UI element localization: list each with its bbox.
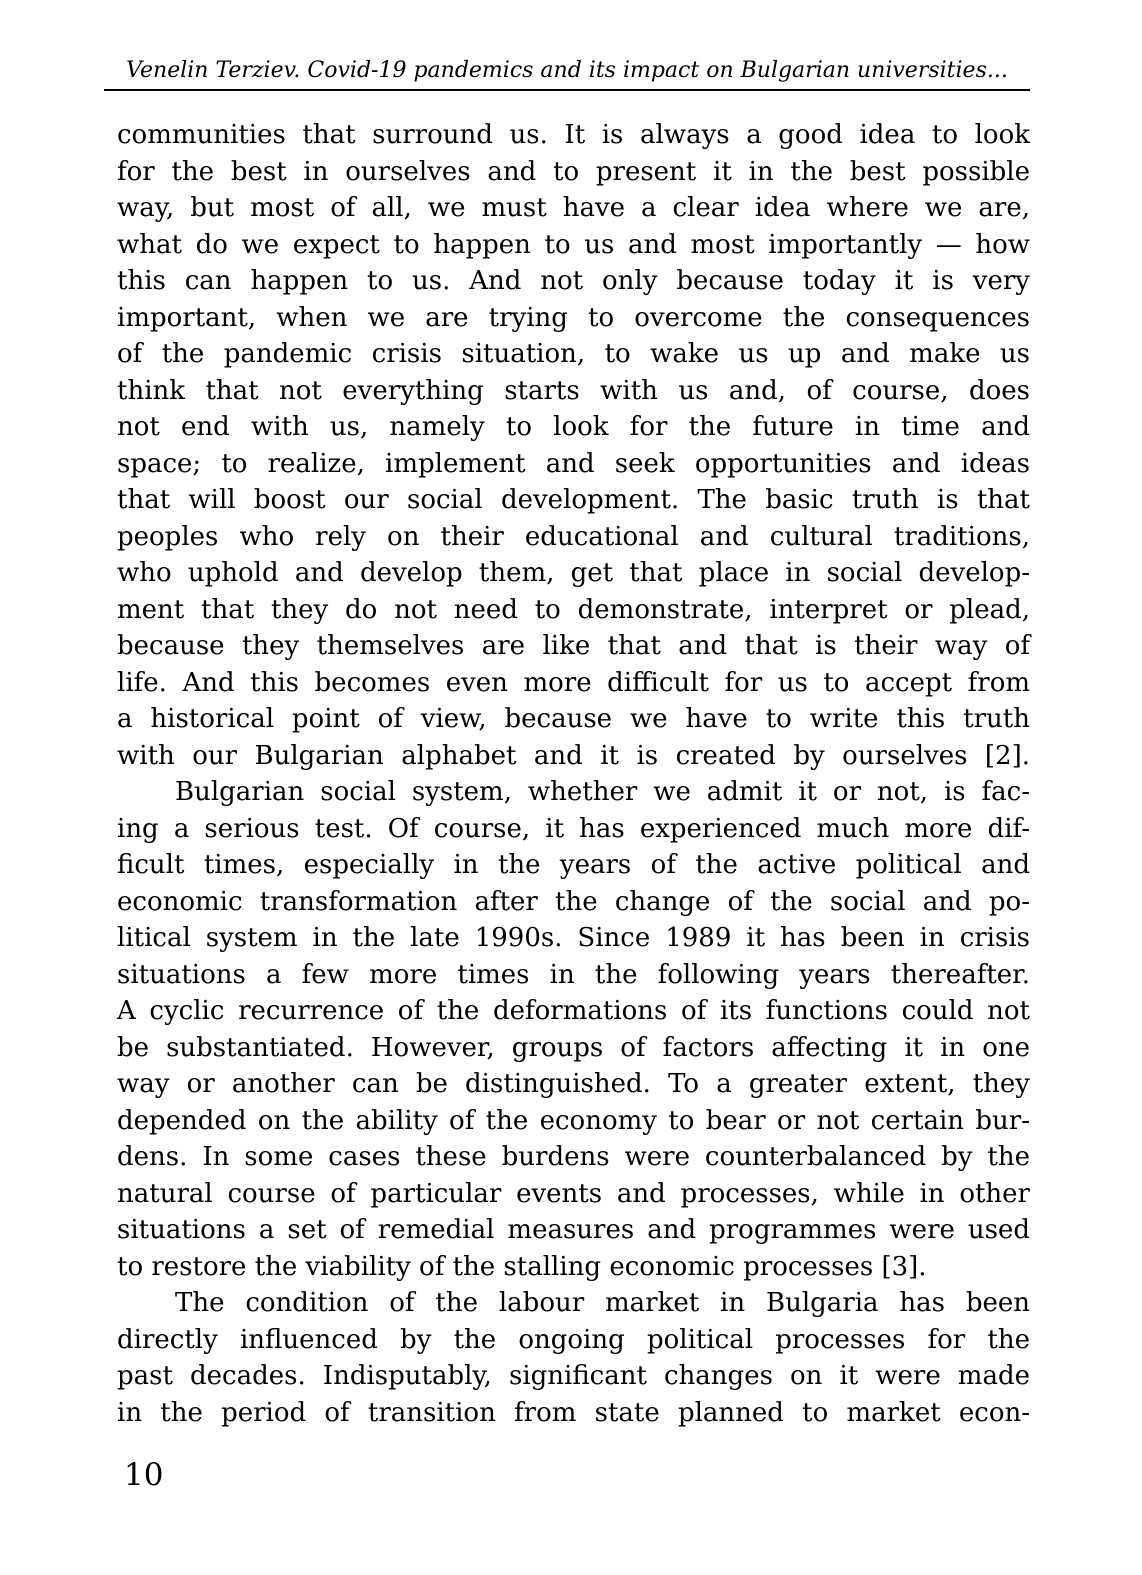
text-line: A cyclic recurrence of the deformations of its functions could not [117, 996, 1030, 1026]
text-line: economic transformation after the change of the social and po- [117, 886, 1030, 917]
text-line: space; to realize, implement and seek opportunities and ideas [117, 448, 1030, 479]
text-line: Bulgarian social system, whether we admit it or not, is fac- [175, 777, 1030, 807]
text-line: not end with us, namely to look for the future in time and [117, 412, 1030, 442]
text-line: dens. In some cases these burdens were counterbalanced by the [117, 1142, 1030, 1172]
text-line: directly influenced by the ongoing political processes for the [117, 1324, 1030, 1355]
running-header-title: Venelin Terziev. Covid-19 pandemics and its impact on Bulgarian universities... [126, 58, 1008, 83]
text-line: communities that surround us. It is always a good idea to look [117, 120, 1030, 150]
text-line: to restore the viability of the stalling economic processes [3]. [117, 1251, 927, 1282]
text-line: ment that they do not need to demonstrate, interpret or plead, [117, 594, 1030, 625]
text-line: what do we expect to happen to us and most importantly — how [117, 229, 1030, 260]
text-line: situations a set of remedial measures and programmes were used [117, 1215, 1030, 1245]
text-line: that will boost our social development. The basic truth is that [117, 485, 1030, 515]
text-line: who uphold and develop them, get that place in social develop- [117, 558, 1030, 588]
text-line: depended on the ability of the economy to bear or not certain bur- [117, 1105, 1030, 1136]
text-line: way, but most of all, we must have a clear idea where we are, [117, 193, 1030, 223]
text-line: important, when we are trying to overcome the consequences [117, 302, 1030, 333]
text-line: ficult times, especially in the years of the active political and [117, 850, 1030, 880]
text-line: situations a few more times in the following years thereafter. [117, 959, 1030, 990]
text-line: this can happen to us. And not only because today it is very [117, 266, 1030, 296]
text-line: ing a serious test. Of course, it has experienced much more dif- [117, 813, 1030, 844]
text-line: of the pandemic crisis situation, to wake us up and make us [117, 339, 1030, 369]
text-line: be substantiated. However, groups of factors affecting it in one [117, 1032, 1030, 1063]
text-line: life. And this becomes even more difficult for us to accept from [117, 667, 1030, 698]
text-line: think that not everything starts with us and, of course, does [117, 375, 1030, 406]
text-line: in the period of transition from state planned to market econ- [117, 1397, 1030, 1428]
text-line: The condition of the labour market in Bulgaria has been [175, 1288, 1030, 1318]
paragraph [117, 1285, 1030, 1431]
paragraph [117, 774, 1030, 1285]
body-text [117, 117, 1030, 1431]
paragraph [117, 117, 1030, 774]
text-line: peoples who rely on their educational and cultural traditions, [117, 521, 1030, 552]
text-line: past decades. Indisputably, significant changes on it were made [117, 1361, 1030, 1391]
text-line: for the best in ourselves and to present it in the best possible [117, 156, 1030, 187]
text-line: way or another can be distinguished. To a greater extent, they [117, 1069, 1030, 1099]
header-rule [104, 89, 1030, 91]
text-line: litical system in the late 1990s. Since 1989 it has been in crisis [117, 923, 1030, 953]
page-number: 10 [124, 1457, 164, 1493]
text-line: natural course of particular events and processes, while in other [117, 1178, 1030, 1209]
text-line: with our Bulgarian alphabet and it is created by ourselves [2]. [117, 740, 1030, 771]
text-line: a historical point of view, because we have to write this truth [117, 704, 1030, 734]
text-line: because they themselves are like that and that is their way of [117, 631, 1030, 661]
